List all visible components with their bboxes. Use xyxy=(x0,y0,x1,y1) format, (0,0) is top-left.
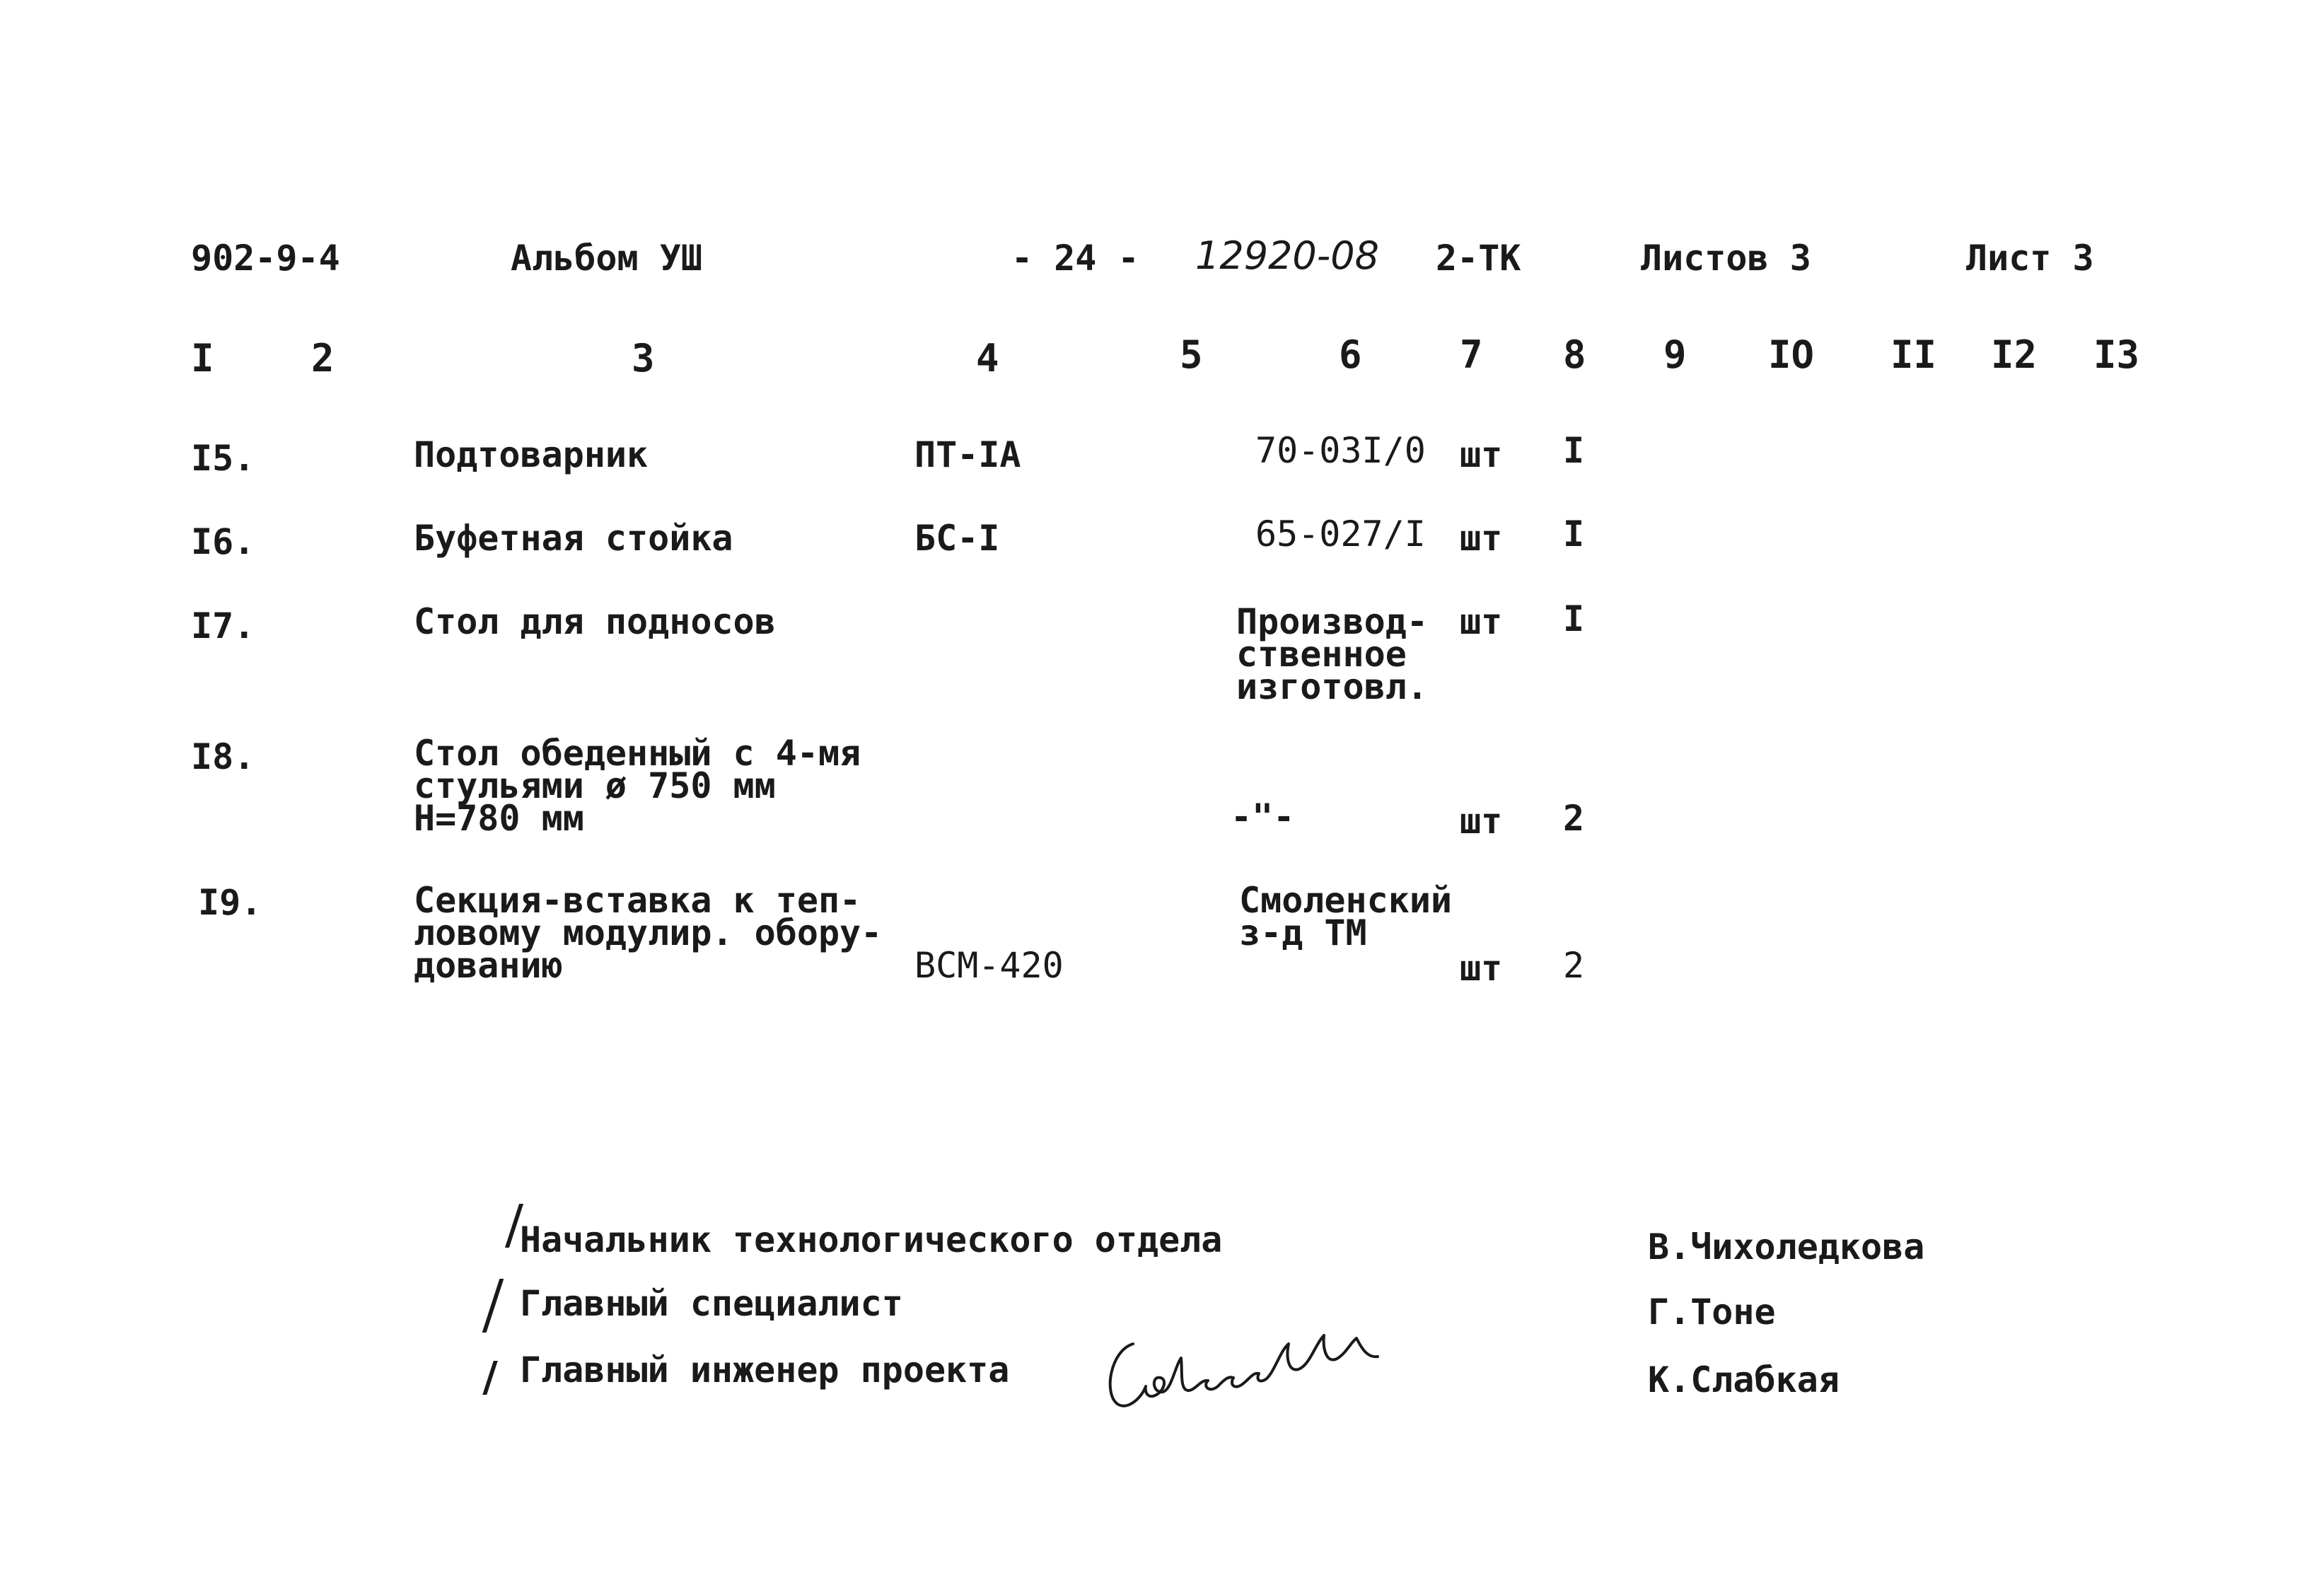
project-number: 12920-08 xyxy=(1195,233,1379,278)
column-number-3: 3 xyxy=(632,336,655,381)
column-number-10: IO xyxy=(1768,332,1815,377)
signature-position: Главный инженер проекта xyxy=(520,1349,1010,1391)
item-unit: шт xyxy=(1460,518,1503,559)
item-unit: шт xyxy=(1460,434,1503,475)
item-source-line-1: Производ- xyxy=(1236,601,1428,642)
item-source-line-2: ственное xyxy=(1236,634,1407,675)
sheet-number: Лист 3 xyxy=(1966,238,2094,279)
page-number: - 24 - xyxy=(1011,238,1139,279)
item-source: 70-03I/0 xyxy=(1255,430,1426,471)
column-number-4: 4 xyxy=(976,336,999,381)
column-number-6: 6 xyxy=(1339,332,1362,377)
column-number-12: I2 xyxy=(1991,332,2038,377)
item-name: Стол для подносов xyxy=(414,601,776,642)
item-name-line-3: Н=780 мм xyxy=(414,798,584,839)
row-number: I7. xyxy=(191,605,255,646)
item-mark: ПТ-IА xyxy=(914,434,1021,475)
item-mark: ВСМ-420 xyxy=(914,945,1064,986)
item-name-line-1: Секция-вставка к теп- xyxy=(414,880,861,921)
column-number-7: 7 xyxy=(1460,332,1483,377)
item-unit: шт xyxy=(1460,601,1503,642)
column-number-13: I3 xyxy=(2093,332,2140,377)
column-number-5: 5 xyxy=(1180,332,1203,377)
item-qty: 2 xyxy=(1563,798,1585,839)
item-qty: I xyxy=(1563,513,1585,555)
row-number: I9. xyxy=(198,882,262,923)
item-source-line-3: изготовл. xyxy=(1236,666,1428,707)
item-source-line-2: з-д ТМ xyxy=(1239,912,1367,953)
item-name: Подтоварник xyxy=(414,434,649,475)
item-source: -"- xyxy=(1231,796,1295,837)
handwritten-signature xyxy=(1089,1259,1400,1422)
item-source: 65-027/I xyxy=(1255,513,1426,555)
item-unit: шт xyxy=(1460,948,1503,989)
item-name: Буфетная стойка xyxy=(414,518,733,559)
item-name-line-1: Стол обеденный с 4-мя xyxy=(414,733,861,774)
row-number: I5. xyxy=(191,438,255,479)
item-source-line-1: Смоленский xyxy=(1239,880,1453,921)
column-number-9: 9 xyxy=(1663,332,1687,377)
signature-position: Начальник технологического отдела xyxy=(520,1219,1223,1260)
approval-tick-mark xyxy=(482,1279,504,1333)
column-number-11: II xyxy=(1890,332,1937,377)
signature-name: К.Слабкая xyxy=(1648,1359,1840,1400)
column-number-8: 8 xyxy=(1563,332,1586,377)
column-number-2: 2 xyxy=(311,336,335,381)
sheets-total: Листов 3 xyxy=(1641,238,1811,279)
item-unit: шт xyxy=(1460,801,1503,842)
item-qty: I xyxy=(1563,598,1585,639)
item-name-line-3: дованию xyxy=(414,945,563,986)
item-qty: I xyxy=(1563,430,1585,471)
item-mark: БС-I xyxy=(914,518,1000,559)
item-name-line-2: ловому модулир. обору- xyxy=(414,912,883,953)
column-number-1: I xyxy=(191,336,214,381)
doc-code-text: 902-9-4 xyxy=(191,238,340,279)
item-qty: 2 xyxy=(1563,945,1585,986)
section-label: 2-ТК xyxy=(1436,238,1521,279)
signature-name: Г.Тоне xyxy=(1648,1292,1776,1333)
row-number: I8. xyxy=(191,736,255,777)
item-name-line-2: стульями ø 750 мм xyxy=(414,765,776,806)
doc-code xyxy=(191,238,340,279)
signature-name: В.Чихоледкова xyxy=(1648,1226,1925,1267)
row-number: I6. xyxy=(191,521,255,562)
approval-tick-mark xyxy=(482,1361,498,1395)
signature-position: Главный специалист xyxy=(520,1283,903,1324)
album-label: Альбом УШ xyxy=(511,238,702,279)
